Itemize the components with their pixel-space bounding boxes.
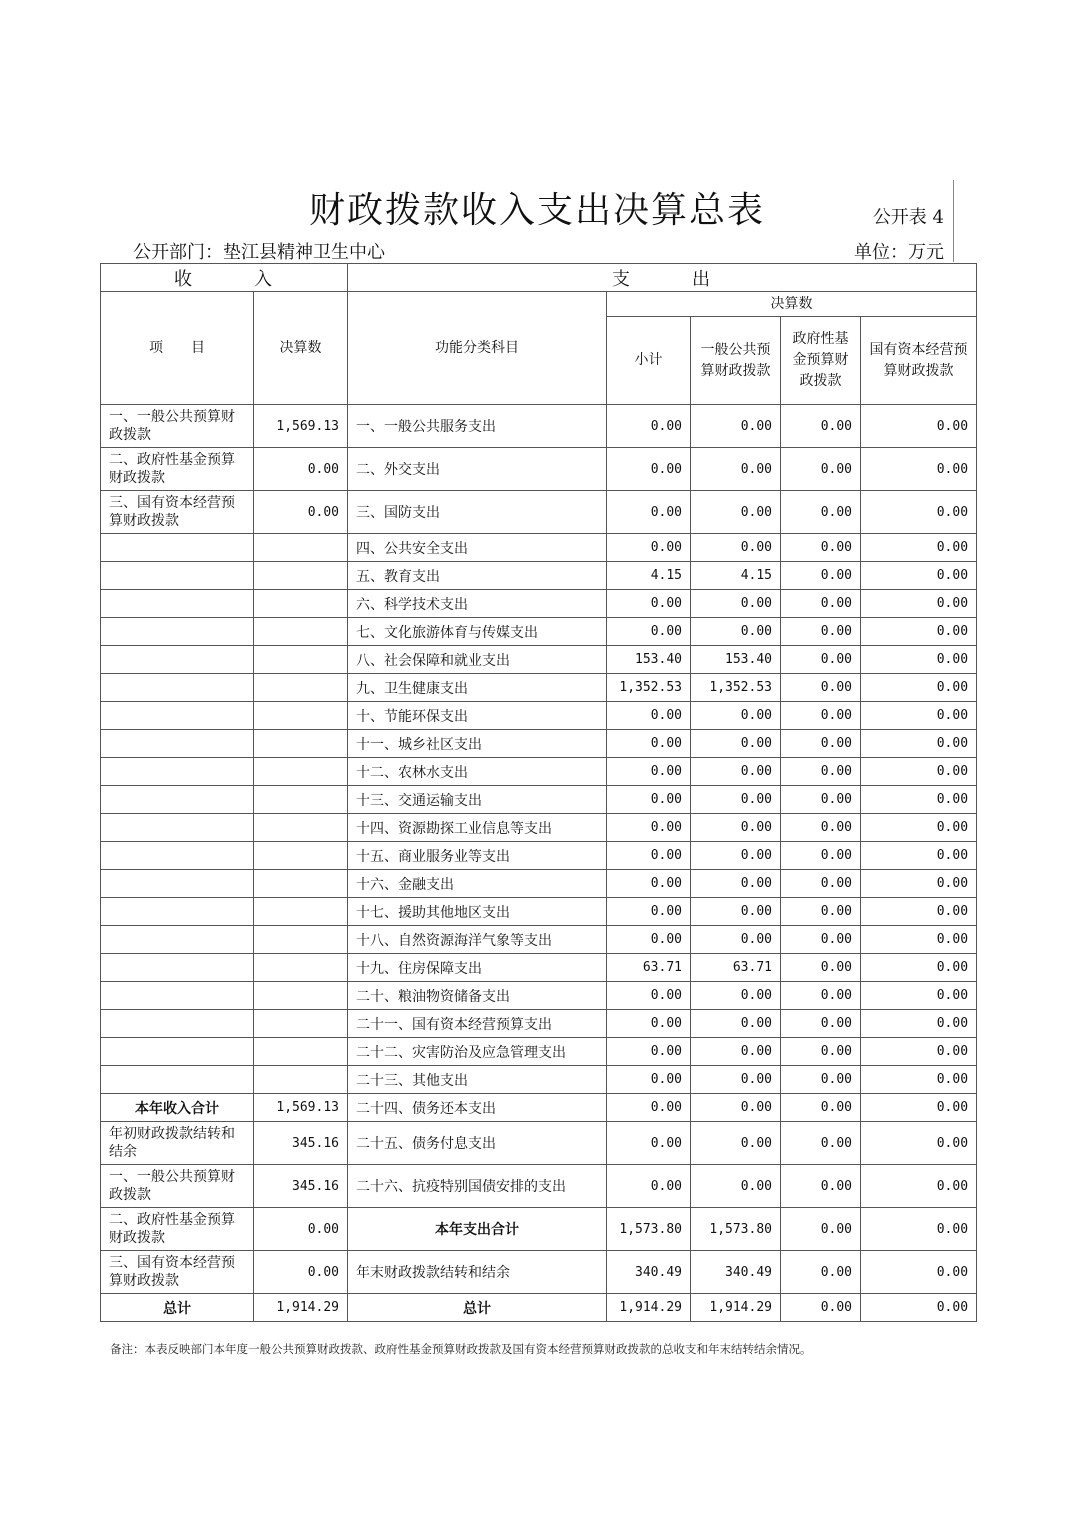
income-amount: [254, 590, 348, 618]
table-row: [101, 898, 977, 926]
income-amount: [254, 786, 348, 814]
fund-value: 0.00: [781, 646, 861, 674]
subtotal-value: 0.00: [607, 1094, 691, 1122]
table-row: [101, 590, 977, 618]
income-item: [101, 814, 254, 842]
state-value: 0.00: [861, 1094, 977, 1122]
income-item: [101, 982, 254, 1010]
fund-value: 0.00: [781, 590, 861, 618]
function-item: 二十三、其他支出: [348, 1066, 607, 1094]
state-value: 0.00: [861, 898, 977, 926]
subtotal-value: 0.00: [607, 448, 691, 491]
function-item: 十四、资源勘探工业信息等支出: [348, 814, 607, 842]
table-row: [101, 1165, 977, 1208]
table-row: [101, 646, 977, 674]
general-value: 0.00: [691, 842, 781, 870]
state-value: 0.00: [861, 534, 977, 562]
income-item: [101, 702, 254, 730]
subtotal-value: 0.00: [607, 534, 691, 562]
table-row: [101, 534, 977, 562]
fund-value: 0.00: [781, 618, 861, 646]
table-row: [101, 1066, 977, 1094]
subtotal-value: 1,352.53: [607, 674, 691, 702]
fund-value: 0.00: [781, 702, 861, 730]
state-value: 0.00: [861, 842, 977, 870]
income-amount: [254, 982, 348, 1010]
table-row: [101, 1038, 977, 1066]
general-value: 0.00: [691, 448, 781, 491]
subtotal-value: 4.15: [607, 562, 691, 590]
general-value: 0.00: [691, 758, 781, 786]
fund-value: 0.00: [781, 491, 861, 534]
subtotal-value: 0.00: [607, 1038, 691, 1066]
col-item-header: 项 目: [101, 292, 254, 405]
fund-value: 0.00: [781, 1294, 861, 1322]
income-item: [101, 870, 254, 898]
state-value: 0.00: [861, 1165, 977, 1208]
general-value: 1,573.80: [691, 1208, 781, 1251]
table-row: [101, 982, 977, 1010]
state-value: 0.00: [861, 1294, 977, 1322]
col-general-header: 一般公共预算财政拨款: [691, 317, 781, 405]
income-item: [101, 590, 254, 618]
state-value: 0.00: [861, 674, 977, 702]
fund-value: 0.00: [781, 786, 861, 814]
fund-value: 0.00: [781, 954, 861, 982]
table-row: [101, 562, 977, 590]
fund-value: 0.00: [781, 870, 861, 898]
function-item: 一、一般公共服务支出: [348, 405, 607, 448]
table-row: [101, 954, 977, 982]
function-item: 七、文化旅游体育与传媒支出: [348, 618, 607, 646]
table-row: [101, 448, 977, 491]
income-item: [101, 786, 254, 814]
subtotal-value: 1,573.80: [607, 1208, 691, 1251]
table-row: [101, 1294, 977, 1322]
income-amount: [254, 870, 348, 898]
function-item: 六、科学技术支出: [348, 590, 607, 618]
function-item: 十九、住房保障支出: [348, 954, 607, 982]
income-amount: [254, 562, 348, 590]
income-amount: [254, 1066, 348, 1094]
budget-table: [100, 263, 977, 1322]
income-amount: [254, 730, 348, 758]
income-item: 三、国有资本经营预算财政拨款: [101, 1251, 254, 1294]
income-item: [101, 1038, 254, 1066]
state-value: 0.00: [861, 926, 977, 954]
state-value: 0.00: [861, 1038, 977, 1066]
income-amount: 0.00: [254, 491, 348, 534]
subtotal-value: 63.71: [607, 954, 691, 982]
function-item: 五、教育支出: [348, 562, 607, 590]
col-final-group-header: 决算数: [607, 292, 977, 317]
expense-section-header: 支 出: [348, 264, 977, 292]
general-value: 0.00: [691, 1165, 781, 1208]
table-row: [101, 618, 977, 646]
function-item: 十七、援助其他地区支出: [348, 898, 607, 926]
fund-value: 0.00: [781, 1010, 861, 1038]
general-value: 0.00: [691, 590, 781, 618]
table-row: [101, 491, 977, 534]
table-row: [101, 814, 977, 842]
fund-value: 0.00: [781, 448, 861, 491]
income-item: 总计: [101, 1294, 254, 1322]
income-item: [101, 534, 254, 562]
income-amount: 1,569.13: [254, 1094, 348, 1122]
income-amount: 1,569.13: [254, 405, 348, 448]
table-row: [101, 842, 977, 870]
income-amount: 0.00: [254, 1251, 348, 1294]
general-value: 1,352.53: [691, 674, 781, 702]
general-value: 0.00: [691, 814, 781, 842]
state-value: 0.00: [861, 954, 977, 982]
income-amount: [254, 954, 348, 982]
state-value: 0.00: [861, 730, 977, 758]
subtotal-value: 0.00: [607, 1010, 691, 1038]
subtotal-value: 0.00: [607, 758, 691, 786]
income-amount: [254, 646, 348, 674]
state-value: 0.00: [861, 405, 977, 448]
general-value: 0.00: [691, 1094, 781, 1122]
subtotal-value: 0.00: [607, 1122, 691, 1165]
income-amount: 0.00: [254, 448, 348, 491]
function-item: 十一、城乡社区支出: [348, 730, 607, 758]
subtotal-value: 0.00: [607, 702, 691, 730]
state-value: 0.00: [861, 562, 977, 590]
income-item: 本年收入合计: [101, 1094, 254, 1122]
fund-value: 0.00: [781, 674, 861, 702]
function-item: 年末财政拨款结转和结余: [348, 1251, 607, 1294]
table-number: 公开表 4: [872, 207, 944, 228]
col-function-header: 功能分类科目: [348, 292, 607, 405]
subtotal-value: 0.00: [607, 982, 691, 1010]
income-amount: [254, 842, 348, 870]
fund-value: 0.00: [781, 1165, 861, 1208]
unit-label: 单位：万元: [854, 242, 944, 263]
income-amount: [254, 618, 348, 646]
income-amount: 1,914.29: [254, 1294, 348, 1322]
subtotal-value: 0.00: [607, 618, 691, 646]
general-value: 63.71: [691, 954, 781, 982]
general-value: 0.00: [691, 926, 781, 954]
table-row: [101, 405, 977, 448]
income-item: 三、国有资本经营预算财政拨款: [101, 491, 254, 534]
subtotal-value: 0.00: [607, 590, 691, 618]
state-value: 0.00: [861, 646, 977, 674]
table-row: [101, 730, 977, 758]
fund-value: 0.00: [781, 926, 861, 954]
function-item: 十八、自然资源海洋气象等支出: [348, 926, 607, 954]
function-item: 九、卫生健康支出: [348, 674, 607, 702]
general-value: 0.00: [691, 982, 781, 1010]
general-value: 4.15: [691, 562, 781, 590]
fund-value: 0.00: [781, 534, 861, 562]
fund-value: 0.00: [781, 1066, 861, 1094]
state-value: 0.00: [861, 590, 977, 618]
subtotal-value: 340.49: [607, 1251, 691, 1294]
general-value: 0.00: [691, 702, 781, 730]
table-row: [101, 702, 977, 730]
fund-value: 0.00: [781, 1122, 861, 1165]
subtotal-value: 0.00: [607, 1066, 691, 1094]
income-amount: 345.16: [254, 1165, 348, 1208]
income-item: [101, 926, 254, 954]
subtotal-value: 0.00: [607, 491, 691, 534]
subtotal-value: 0.00: [607, 786, 691, 814]
income-item: [101, 898, 254, 926]
table-row: [101, 1094, 977, 1122]
subtotal-value: 153.40: [607, 646, 691, 674]
function-item: 八、社会保障和就业支出: [348, 646, 607, 674]
state-value: 0.00: [861, 1251, 977, 1294]
general-value: 0.00: [691, 730, 781, 758]
function-item: 二、外交支出: [348, 448, 607, 491]
general-value: 0.00: [691, 870, 781, 898]
fund-value: 0.00: [781, 1208, 861, 1251]
table-row: [101, 786, 977, 814]
fund-value: 0.00: [781, 730, 861, 758]
general-value: 0.00: [691, 1122, 781, 1165]
subtotal-value: 1,914.29: [607, 1294, 691, 1322]
income-item: 年初财政拨款结转和结余: [101, 1122, 254, 1165]
income-item: 二、政府性基金预算财政拨款: [101, 448, 254, 491]
general-value: 0.00: [691, 1038, 781, 1066]
income-amount: 0.00: [254, 1208, 348, 1251]
state-value: 0.00: [861, 702, 977, 730]
col-fund-header: 政府性基金预算财政拨款: [781, 317, 861, 405]
table-row: [101, 1010, 977, 1038]
fund-value: 0.00: [781, 842, 861, 870]
general-value: 0.00: [691, 786, 781, 814]
income-item: [101, 646, 254, 674]
state-value: 0.00: [861, 870, 977, 898]
table-row: [101, 1251, 977, 1294]
income-amount: [254, 702, 348, 730]
subtotal-value: 0.00: [607, 405, 691, 448]
general-value: 0.00: [691, 618, 781, 646]
income-item: [101, 1066, 254, 1094]
income-item: 一、一般公共预算财政拨款: [101, 405, 254, 448]
subtotal-value: 0.00: [607, 898, 691, 926]
general-value: 0.00: [691, 1066, 781, 1094]
function-item: 本年支出合计: [348, 1208, 607, 1251]
state-value: 0.00: [861, 982, 977, 1010]
fund-value: 0.00: [781, 562, 861, 590]
income-section-header: 收 入: [101, 264, 348, 292]
subtotal-value: 0.00: [607, 730, 691, 758]
col-amount-header: 决算数: [254, 292, 348, 405]
table-row: [101, 1208, 977, 1251]
function-item: 二十二、灾害防治及应急管理支出: [348, 1038, 607, 1066]
general-value: 0.00: [691, 898, 781, 926]
table-body: [101, 405, 977, 1322]
state-value: 0.00: [861, 618, 977, 646]
general-value: 0.00: [691, 534, 781, 562]
income-amount: [254, 758, 348, 786]
income-amount: [254, 1010, 348, 1038]
income-item: 一、一般公共预算财政拨款: [101, 1165, 254, 1208]
fund-value: 0.00: [781, 898, 861, 926]
income-amount: [254, 814, 348, 842]
state-value: 0.00: [861, 491, 977, 534]
table-row: [101, 674, 977, 702]
income-item: [101, 674, 254, 702]
subtotal-value: 0.00: [607, 870, 691, 898]
state-value: 0.00: [861, 814, 977, 842]
function-item: 总计: [348, 1294, 607, 1322]
income-amount: [254, 674, 348, 702]
income-item: [101, 842, 254, 870]
income-amount: [254, 926, 348, 954]
function-item: 三、国防支出: [348, 491, 607, 534]
footnote: 备注：本表反映部门本年度一般公共预算财政拨款、政府性基金预算财政拨款及国有资本经营预算财政拨款的总收支和年末结转结余情况。: [110, 1342, 812, 1356]
state-value: 0.00: [861, 786, 977, 814]
income-item: [101, 758, 254, 786]
function-item: 二十六、抗疫特别国债安排的支出: [348, 1165, 607, 1208]
general-value: 340.49: [691, 1251, 781, 1294]
function-item: 十、节能环保支出: [348, 702, 607, 730]
state-value: 0.00: [861, 1208, 977, 1251]
general-value: 0.00: [691, 1010, 781, 1038]
income-item: [101, 618, 254, 646]
subtotal-value: 0.00: [607, 926, 691, 954]
income-item: [101, 562, 254, 590]
page-title: 财政拨款收入支出决算总表: [308, 190, 765, 231]
function-item: 十三、交通运输支出: [348, 786, 607, 814]
income-item: [101, 1010, 254, 1038]
general-value: 153.40: [691, 646, 781, 674]
subtotal-value: 0.00: [607, 814, 691, 842]
table-row: [101, 758, 977, 786]
department-label: 公开部门：垫江县精神卫生中心: [133, 242, 385, 263]
income-item: [101, 730, 254, 758]
table-row: [101, 1122, 977, 1165]
state-value: 0.00: [861, 1122, 977, 1165]
table-row: [101, 870, 977, 898]
state-value: 0.00: [861, 1066, 977, 1094]
state-value: 0.00: [861, 758, 977, 786]
income-item: 二、政府性基金预算财政拨款: [101, 1208, 254, 1251]
function-item: 二十五、债务付息支出: [348, 1122, 607, 1165]
general-value: 0.00: [691, 491, 781, 534]
function-item: 十六、金融支出: [348, 870, 607, 898]
subtotal-value: 0.00: [607, 842, 691, 870]
state-value: 0.00: [861, 448, 977, 491]
fund-value: 0.00: [781, 1251, 861, 1294]
fund-value: 0.00: [781, 982, 861, 1010]
income-amount: [254, 534, 348, 562]
state-value: 0.00: [861, 1010, 977, 1038]
general-value: 1,914.29: [691, 1294, 781, 1322]
col-subtotal-header: 小计: [607, 317, 691, 405]
income-amount: [254, 898, 348, 926]
fund-value: 0.00: [781, 1038, 861, 1066]
function-item: 四、公共安全支出: [348, 534, 607, 562]
col-state-header: 国有资本经营预算财政拨款: [861, 317, 977, 405]
general-value: 0.00: [691, 405, 781, 448]
function-item: 二十、粮油物资储备支出: [348, 982, 607, 1010]
fund-value: 0.00: [781, 405, 861, 448]
table-row: [101, 926, 977, 954]
function-item: 二十一、国有资本经营预算支出: [348, 1010, 607, 1038]
function-item: 二十四、债务还本支出: [348, 1094, 607, 1122]
income-amount: 345.16: [254, 1122, 348, 1165]
fund-value: 0.00: [781, 758, 861, 786]
income-amount: [254, 1038, 348, 1066]
subtotal-value: 0.00: [607, 1165, 691, 1208]
function-item: 十二、农林水支出: [348, 758, 607, 786]
function-item: 十五、商业服务业等支出: [348, 842, 607, 870]
fund-value: 0.00: [781, 1094, 861, 1122]
fund-value: 0.00: [781, 814, 861, 842]
income-item: [101, 954, 254, 982]
